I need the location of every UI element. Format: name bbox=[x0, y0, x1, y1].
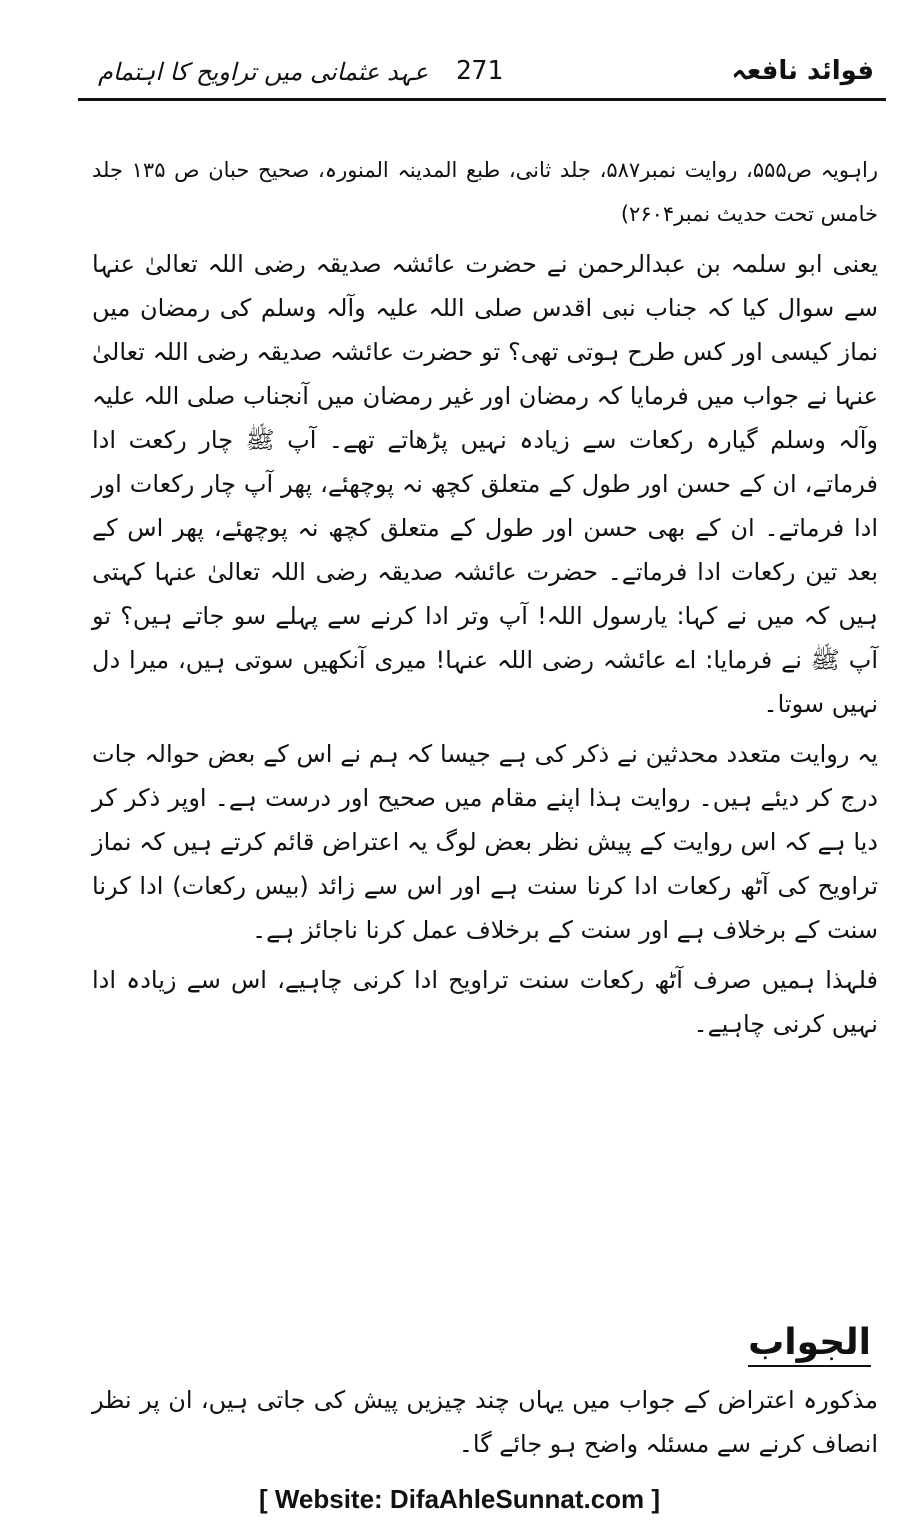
paragraph-objection: یہ روایت متعدد محدثین نے ذکر کی ہے جیسا کہ ہم نے اس کے بعض حوالہ جات درج کر دیئے ہیں۔ روایت ہذا اپنے مقام میں صحیح اور درست ہے۔ اوپر ذکر کر دیا ہے کہ اس روایت کے پیش نظر بعض لوگ یہ اعتراض قائم کرتے ہیں کہ نماز تراویح کی آٹھ رکعات ادا کرنا سنت ہے اور اس سے زائد (بیس رکعات) ادا کرنا سنت کے برخلاف ہے اور سنت کے برخلاف عمل کرنا ناجائز ہے۔ bbox=[92, 740, 878, 944]
paragraph-hadith: یعنی ابو سلمہ بن عبدالرحمن نے حضرت عائشہ صدیقہ رضی اللہ تعالیٰ عنہا سے سوال کیا کہ جناب نبی اقدس صلی اللہ علیہ وآلہ وسلم کی رمضان میں نماز کیسی اور کس طرح ہوتی تھی؟ تو حضرت عائشہ صدیقہ رضی اللہ تعالیٰ عنہا نے جواب میں فرمایا کہ رمضان اور غیر رمضان میں آنجناب صلی اللہ علیہ وآلہ وسلم گیارہ رکعات سے زیادہ نہیں پڑھاتے تھے۔ آپ ﷺ چار رکعت ادا فرماتے، ان کے حسن اور طول کے متعلق کچھ نہ پوچھئے، پھر آپ چار رکعات اور ادا فرماتے۔ ان کے بھی حسن اور طول کے متعلق کچھ نہ پوچھئے، پھر اس کے بعد تین رکعات ادا فرماتے۔ حضرت عائشہ صدیقہ رضی اللہ تعالیٰ عنہا کہتی ہیں کہ میں نے کہا: یارسول اللہ! آپ وتر ادا کرنے سے پہلے سو جاتے ہیں؟ تو آپ ﷺ نے فرمایا: اے عائشہ رضی اللہ عنہا! میری آنکھیں سوتی ہیں، میرا دل نہیں سوتا۔ bbox=[92, 250, 878, 718]
page-number: 271 bbox=[456, 56, 503, 86]
page-header bbox=[78, 52, 878, 96]
answer-heading: الجواب bbox=[748, 1322, 871, 1367]
chapter-title: عہد عثمانی میں تراویح کا اہتمام bbox=[98, 58, 429, 86]
paragraph-conclusion: فلہذا ہمیں صرف آٹھ رکعات سنت تراویح ادا کرنی چاہیے، اس سے زیادہ ادا نہیں کرنی چاہیے۔ bbox=[92, 966, 878, 1038]
main-text bbox=[92, 148, 878, 1046]
header-divider bbox=[78, 98, 886, 101]
book-title: فوائد نافعہ bbox=[731, 56, 874, 86]
reference-citation: راہویہ ص۵۵۵، روایت نمبر۵۸۷، جلد ثانی، طبع المدینہ المنورہ، صحیح حبان ص ۱۳۵ جلد خامس تحت حدیث نمبر۲۶۰۴) bbox=[92, 158, 879, 226]
website-footer: [ Website: DifaAhleSunnat.com ] bbox=[258, 1484, 661, 1514]
answer-text: مذکورہ اعتراض کے جواب میں یہاں چند چیزیں پیش کی جاتی ہیں، ان پر نظر انصاف کرنے سے مسئلہ واضح ہو جائے گا۔ bbox=[92, 1386, 878, 1458]
